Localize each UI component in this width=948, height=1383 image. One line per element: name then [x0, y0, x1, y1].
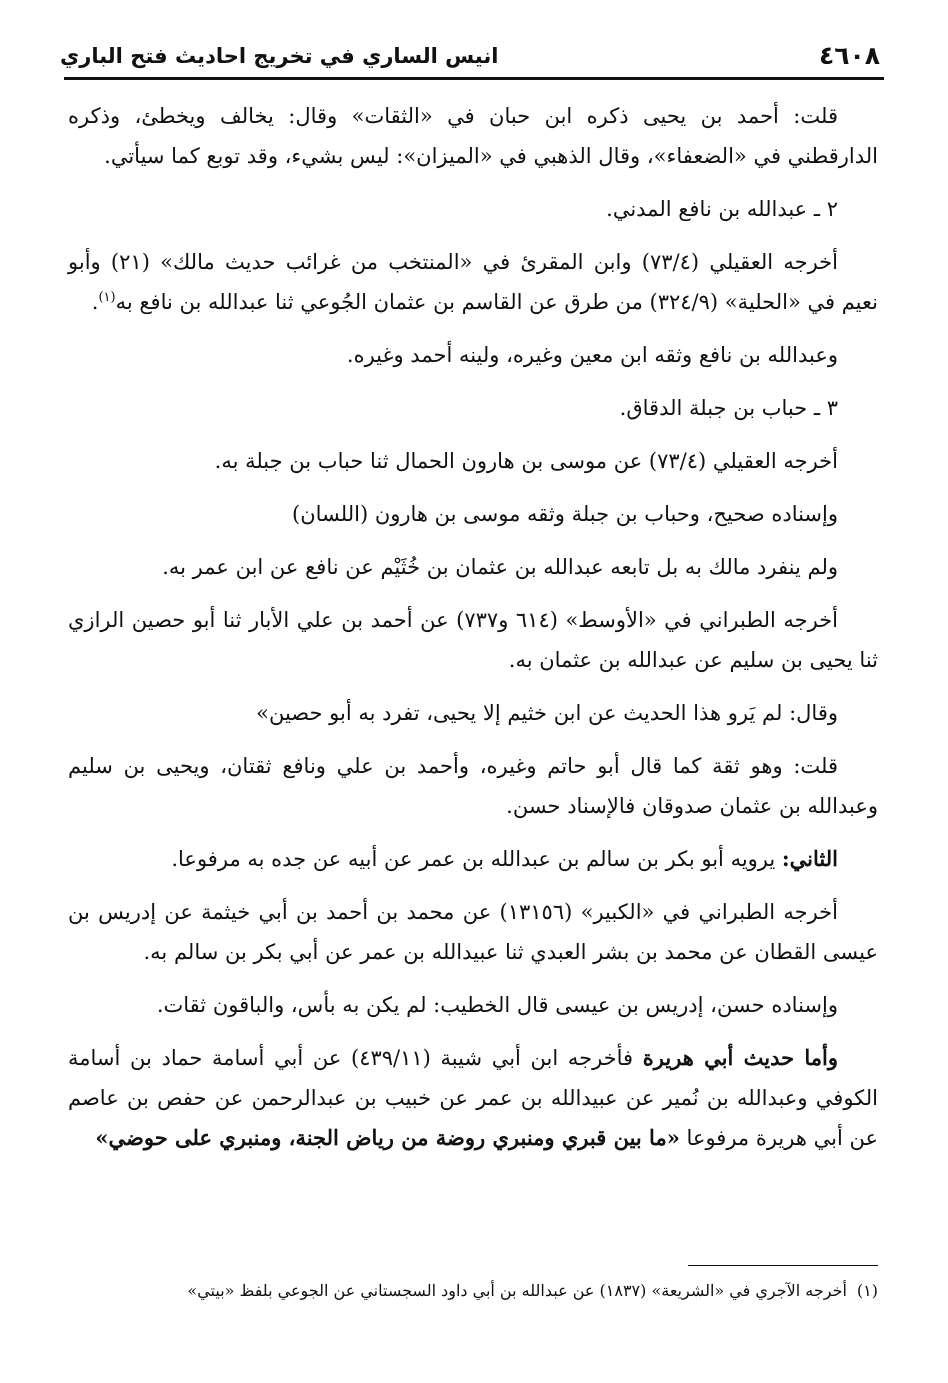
paragraph-text: قلت: وهو ثقة كما قال أبو حاتم وغيره، وأحمد بن علي ونافع ثقتان، ويحيى بن سليم وعبدالله بن عثمان صدوقان فالإسناد حسن. [68, 754, 878, 818]
paragraph [68, 189, 878, 229]
paragraph: أخرجه العقيلي (٧٣/٤) وابن المقرئ في «المنتخب من غرائب حديث مالك» (٢١) وأبو نعيم في «الحلية» (٣٢٤/٩) من طرق عن القاسم بن عثمان الجُوعي ثنا عبدالله بن نافع به$^{(١)}$. [68, 250, 878, 314]
paragraph-text: وإسناده صحيح، وحباب بن جبلة وثقه موسى بن هارون (اللسان) [292, 502, 838, 526]
hadith-quote: «ما بين قبري ومنبري روضة من رياض الجنة، ومنبري على حوضي» [95, 1125, 680, 1150]
paragraph [68, 839, 878, 879]
paragraph-text: وقال: لم يَرو هذا الحديث عن ابن خثيم إلا يحيى، تفرد به أبو حصين» [256, 701, 838, 725]
paragraph-text: وعبدالله بن نافع وثقه ابن معين وغيره، ولينه أحمد وغيره. [346, 343, 838, 367]
paragraph [68, 547, 878, 587]
footnote [68, 1276, 878, 1306]
page-header [60, 40, 880, 74]
page-number: ٤٦٠٨ [818, 41, 880, 70]
main-text [68, 96, 878, 1171]
paragraph-text: قلت: أحمد بن يحيى ذكره ابن حبان في «الثقات» وقال: يخالف ويخطئ، وذكره الدارقطني في «الضعفاء»، وقال الذهبي في «الميزان»: ليس بشيء، وقد توبع كما سيأتي. [68, 104, 878, 168]
paragraph-text: أخرجه العقيلي (٧٣/٤) وابن المقرئ في «المنتخب من غرائب حديث مالك» (٢١) وأبو نعيم في «الحلية» (٣٢٤/٩) من طرق عن القاسم بن عثمان الجُوعي ثنا عبدالله بن نافع به [68, 250, 878, 314]
header-rule [64, 77, 884, 80]
paragraph-text: ٣ ـ حباب بن جبلة الدقاق. [619, 396, 838, 420]
paragraph-text: وإسناده حسن، إدريس بن عيسى قال الخطيب: لم يكن به بأس، والباقون ثقات. [156, 993, 838, 1017]
paragraph-lead: الثاني: [781, 846, 838, 871]
paragraph [68, 600, 878, 680]
footnote-text: أخرجه الآجري في «الشريعة» (١٨٣٧) عن عبدالله بن أبي داود السجستاني عن الجوعي بلفظ «بيتي» [187, 1281, 847, 1300]
paragraph [68, 985, 878, 1025]
paragraph [68, 693, 878, 733]
paragraph-text: فأخرجه ابن أبي شيبة (٤٣٩/١١) عن أبي أسامة حماد بن أسامة الكوفي وعبدالله بن نُمير عن عبيدالله بن عمر عن خبيب بن عبدالرحمن عن حفص بن عاصم عن أبي هريرة مرفوعا [68, 1046, 878, 1150]
footnote-rule [688, 1265, 878, 1266]
paragraph-text: أخرجه الطبراني في «الكبير» (١٣١٥٦) عن محمد بن أحمد بن أبي خيثمة عن إدريس بن عيسى القطان عن محمد بن بشر العبدي ثنا عبيدالله بن عمر عن أبي بكر بن سالم به. [68, 900, 878, 964]
footnote-marker: (١) [856, 1281, 878, 1300]
paragraph [68, 441, 878, 481]
running-title: انيس الساري في تخريج احاديث فتح الباري [60, 44, 499, 68]
paragraph [68, 96, 878, 176]
paragraph [68, 388, 878, 428]
paragraph [68, 1038, 878, 1158]
paragraph-text: أخرجه العقيلي (٧٣/٤) عن موسى بن هارون الحمال ثنا حباب بن جبلة به. [214, 449, 838, 473]
paragraph-text: ٢ ـ عبدالله بن نافع المدني. [606, 197, 838, 221]
paragraph-lead: وأما حديث أبي هريرة [642, 1045, 838, 1070]
paragraph-text: أخرجه الطبراني في «الأوسط» (٦١٤ و٧٣٧) عن أحمد بن علي الأبار ثنا أبو حصين الرازي ثنا يحيى بن سليم عن عبدالله بن عثمان به. [68, 608, 878, 672]
paragraph [68, 746, 878, 826]
paragraph-text: ولم ينفرد مالك به بل تابعه عبدالله بن عثمان بن خُثَيْم عن نافع عن ابن عمر به. [162, 555, 838, 579]
paragraph [68, 494, 878, 534]
paragraph [68, 892, 878, 972]
paragraph-text: يرويه أبو بكر بن سالم بن عبدالله بن عمر عن أبيه عن جده به مرفوعا. [171, 847, 782, 871]
footnote-reference: (١) [98, 290, 116, 305]
paragraph [68, 335, 878, 375]
